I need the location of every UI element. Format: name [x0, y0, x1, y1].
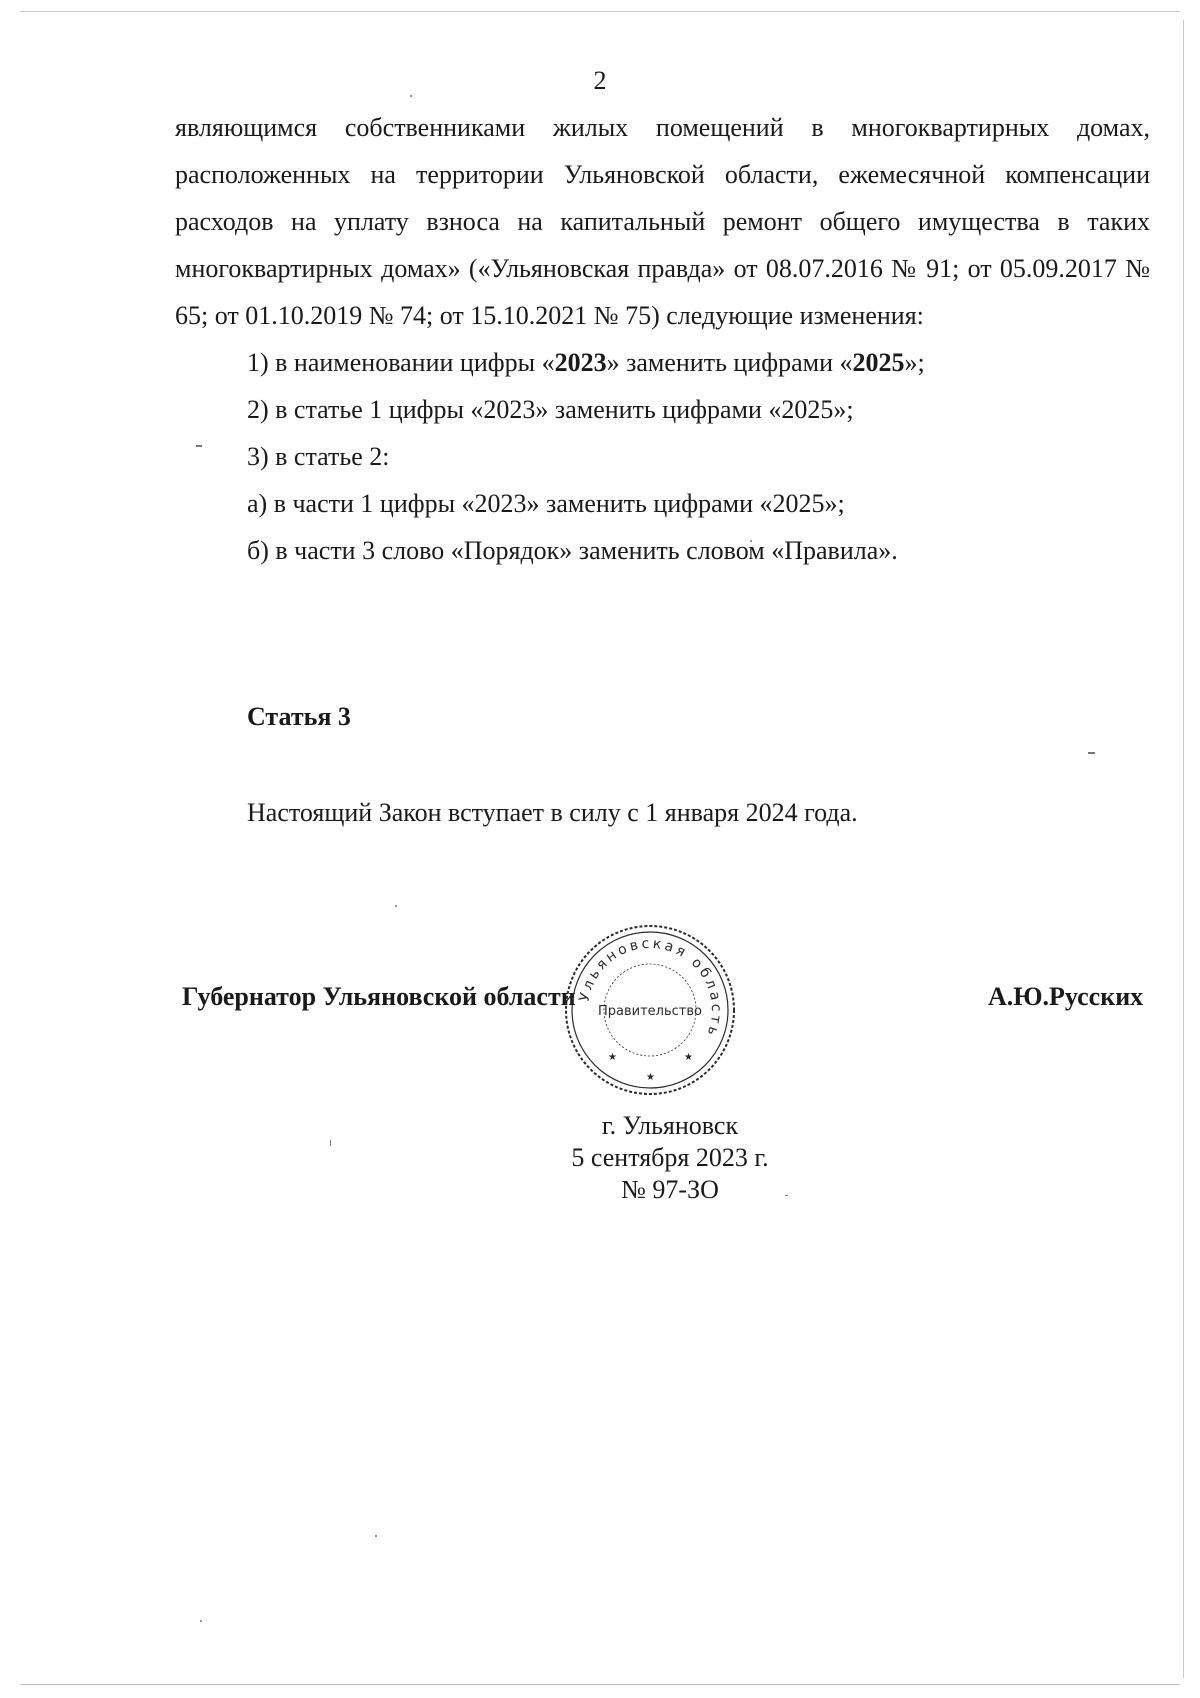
change-item-3: 3) в статье 2: — [247, 442, 390, 471]
scan-speck — [1088, 752, 1095, 754]
seal-star-icon: ★ — [646, 1072, 655, 1083]
change-item-3b: б) в части 3 слово «Порядок» заменить словом «Правила». — [247, 536, 898, 565]
signatory-title: Губернатор Ульяновской области — [182, 982, 576, 1011]
change-item-1-middle: » заменить цифрами « — [606, 348, 853, 377]
document-body — [175, 104, 1150, 574]
signatory-name: А.Ю.Русских — [988, 982, 1144, 1011]
scan-edge-bottom — [20, 1684, 1180, 1685]
change-item-1-old-value: 2023 — [554, 348, 607, 377]
scan-speck — [395, 905, 397, 907]
scan-edge-right — [1183, 20, 1184, 1678]
seal-star-icon: ★ — [608, 1052, 617, 1063]
seal-star-icon: ★ — [684, 1052, 693, 1063]
scan-speck — [200, 1620, 202, 1622]
change-item-3a: а) в части 1 цифры «2023» заменить цифрами «2025»; — [247, 489, 845, 518]
scan-speck — [410, 95, 412, 97]
law-number: № 97-ЗО — [621, 1175, 719, 1204]
scan-edge-top — [20, 11, 1180, 12]
change-item-1 — [175, 339, 1150, 386]
article-3-text: Настоящий Закон вступает в силу с 1 января 2024 года. — [247, 798, 858, 827]
page-number: 2 — [593, 66, 607, 95]
change-item-1-prefix: 1) в наименовании цифры « — [247, 348, 555, 377]
article-3-heading: Статья 3 — [247, 702, 351, 731]
seal-center-text: Правительство — [598, 1004, 702, 1019]
change-item-2: 2) в статье 1 цифры «2023» заменить цифрами «2025»; — [247, 395, 854, 424]
scan-speck — [330, 1140, 331, 1146]
enactment-date: 5 сентября 2023 г. — [571, 1143, 769, 1172]
seal-ring-text: Ульяновская область — [576, 935, 725, 1041]
change-item-1-suffix: »; — [904, 348, 925, 377]
official-seal — [560, 920, 740, 1100]
change-item-1-new-value: 2025 — [852, 348, 905, 377]
intro-paragraph: являющимся собственниками жилых помещений в многоквартирных домах, расположенных на территории Ульяновской области, ежемесячной компенсации расходов на уплату взноса на капитальный ремонт общего имущества в таких многоквартирных домах» («Ульяновская правда» от 08.07.2016 № 91; от 05.09.2017 № 65; от 01.10.2019 № 74; от 15.10.2021 № 75) следующие изменения: — [175, 113, 1150, 330]
scan-speck — [375, 1535, 377, 1537]
enactment-details — [520, 1110, 820, 1206]
enactment-city: г. Ульяновск — [601, 1111, 739, 1140]
